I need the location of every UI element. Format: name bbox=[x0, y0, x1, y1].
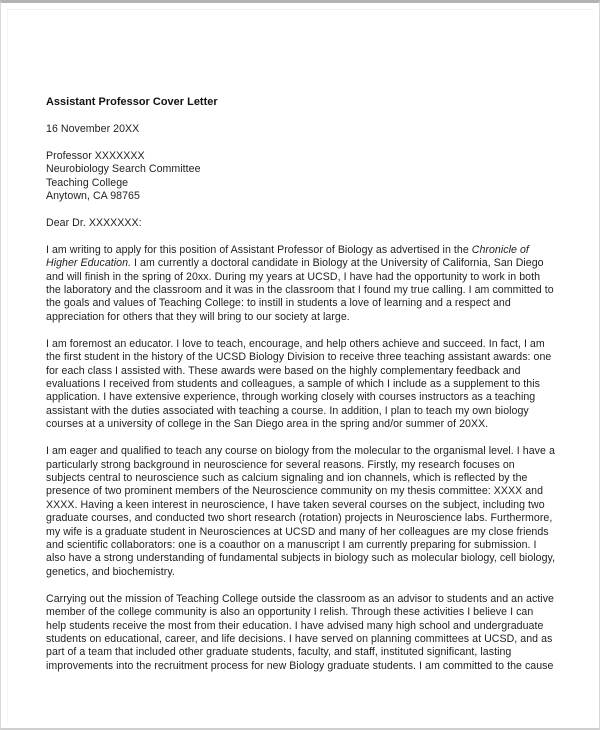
paragraph-intro-text-before: I am writing to apply for this position of Assistant Professor of Biology as advertised in the bbox=[46, 243, 472, 256]
date-line bbox=[46, 123, 556, 136]
publication-title-italic: Chronicle of Higher Education. bbox=[46, 243, 529, 270]
letter-content bbox=[1, 3, 599, 673]
letter-date: 16 November 20XX bbox=[46, 122, 140, 135]
paragraph-service: Carrying out the mission of Teaching College outside the classroom as an advisor to students and an active member of the college community is also an opportunity I relish. Through these activities I believe I can help students receive the most from their education. I have advised many high school and undergraduate students on educational, career, and life decisions. I have served on planning committees at UCSD, and as part of a team that included other graduate students, faculty, and staff, instituted significant, lasting improvements into the recruitment process for new Biology graduate students. I am committed to the cause bbox=[46, 592, 554, 672]
recipient-line-city: Anytown, CA 98765 bbox=[46, 190, 140, 203]
salutation: Dear Dr. XXXXXXX: bbox=[46, 216, 142, 229]
paragraph-intro-text-after: I am currently a doctoral candidate in Biology at the University of California, San Diego and will finish in the spring of 20xx. During my years at UCSD, I have had the opportunity to work in both the laboratory and the classroom and it was in the classroom that I found my true calling. I am committed to the goals and values of Teaching College: to instill in students a love of learning and a respect and appreciation for others that they will bring to our society at large. bbox=[46, 257, 554, 323]
recipient-line-committee: Neurobiology Search Committee bbox=[46, 163, 201, 176]
letter-title: Assistant Professor Cover Letter bbox=[46, 96, 218, 108]
recipient-address bbox=[46, 150, 556, 204]
recipient-line-institution: Teaching College bbox=[46, 176, 129, 189]
paragraph-intro bbox=[46, 244, 556, 324]
recipient-line-name: Professor XXXXXXX bbox=[46, 149, 145, 162]
paragraph-qualifications: I am eager and qualified to teach any course on biology from the molecular to the organismal level. I have a particularly strong background in neuroscience for several reasons. Firstly, my research focuses on subjects central to neuroscience such as calcium signaling and ion channels, which is reflected by the presence of two prominent members of the Neuroscience community on my thesis committee: XXXX and XXXX. Having a keen interest in neuroscience, I have taken several courses on the subject, including two graduate courses, and conducted two short research (rotation) projects in Neuroscience labs. Furthermore, my wife is a graduate student in Neurosciences at UCSD and many of her colleagues are my close friends and scientific collaborators: one is a coauthor on a manuscript I am currently preparing for submission. I also have a strong understanding of fundamental subjects in biology such as molecular biology, cell biology, genetics, and biochemistry. bbox=[46, 445, 556, 578]
paragraph-teaching-experience: I am foremost an educator. I love to teach, encourage, and help others achieve and succeed. In fact, I am the first student in the history of the UCSD Biology Division to receive three teaching assistant awards: one for each class I assisted with. These awards were based on the highly complementary feedback and evaluations I received from students and colleagues, a sample of which I include as a supplement to this application. I have extensive experience, through working closely with courses instructors as a teaching assistant with the duties associated with teaching a course. In addition, I plan to teach my own biology courses at a university of college in the San Diego area in the spring and/or summer of 20XX. bbox=[46, 337, 552, 431]
